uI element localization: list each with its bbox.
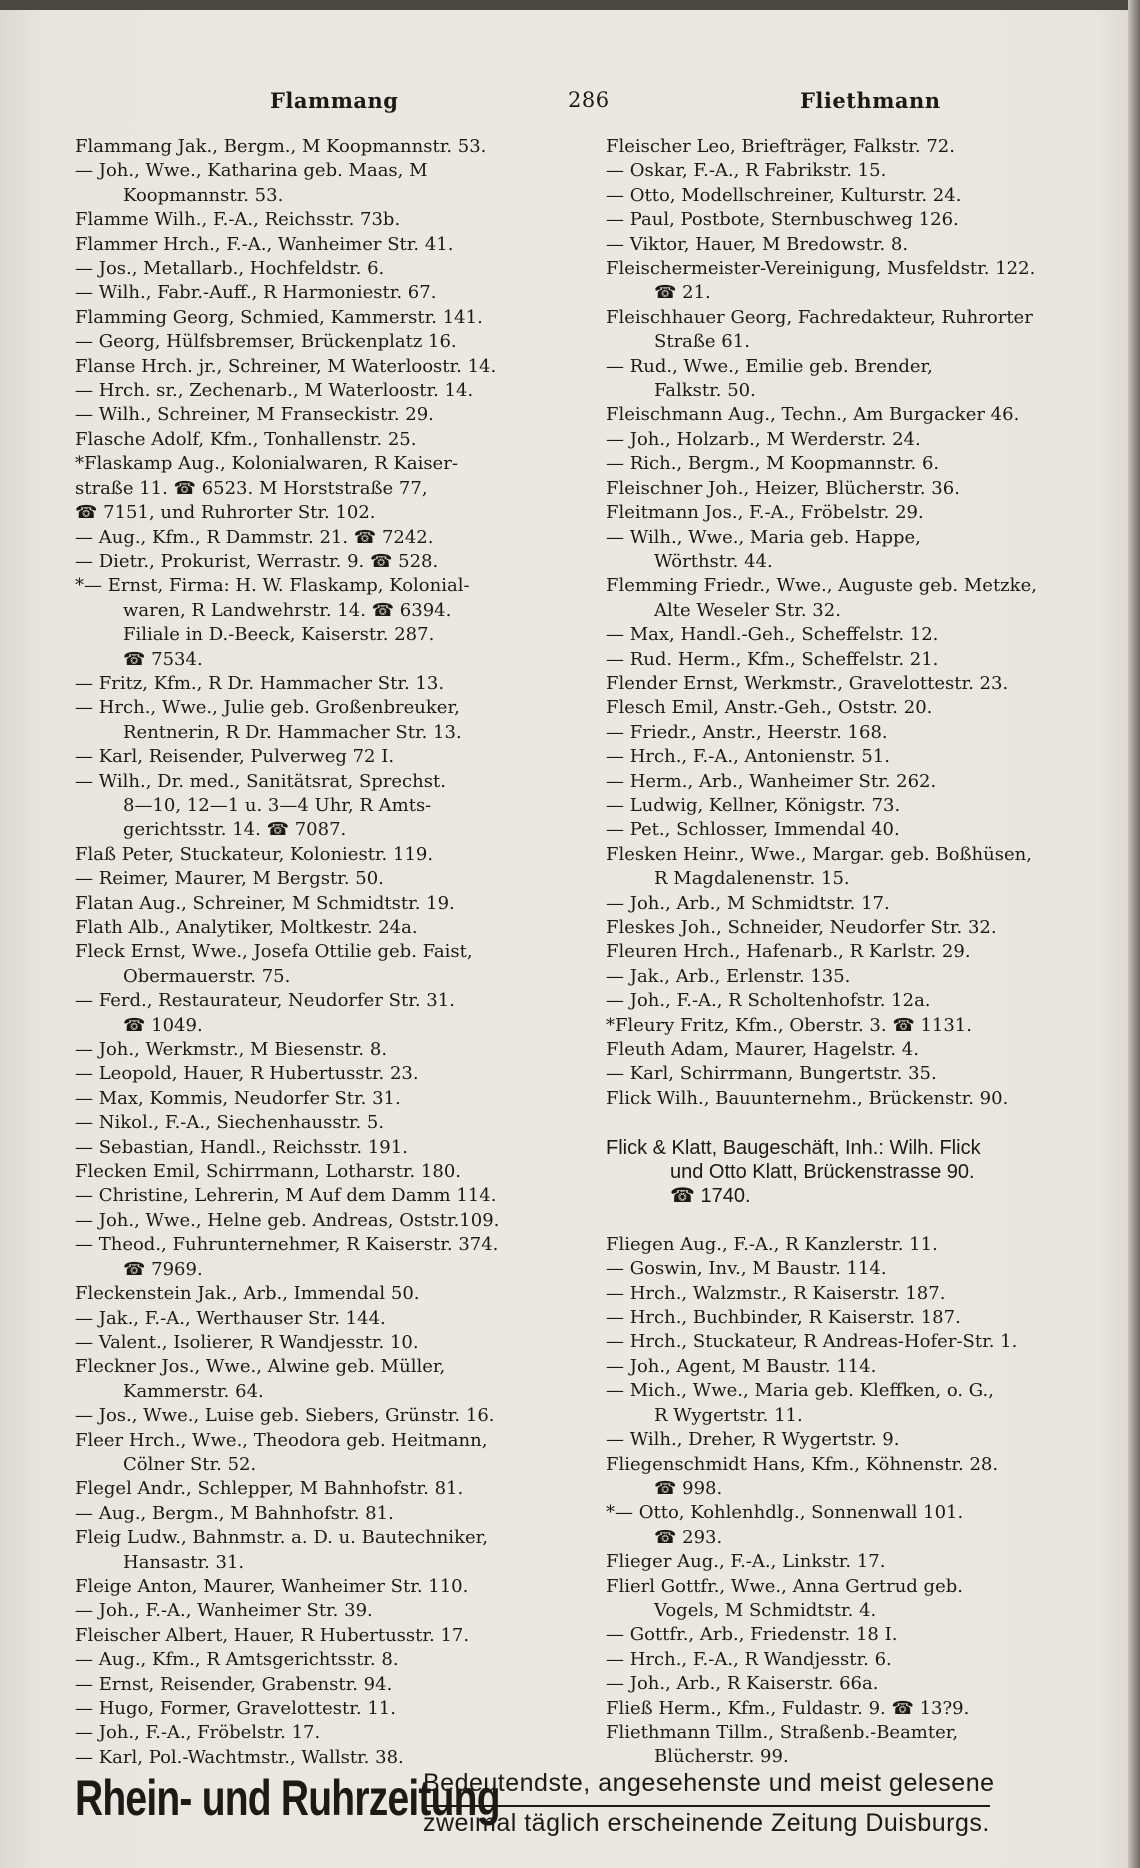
directory-entry-line: Flender Ernst, Werkmstr., Gravelottestr. 23. [606, 672, 1009, 694]
directory-entry-line: Koopmannstr. 53. [123, 184, 284, 206]
directory-entry-line: — Dietr., Prokurist, Werrastr. 9. ☎ 528. [75, 550, 439, 572]
directory-entry-line: — Friedr., Anstr., Heerstr. 168. [606, 721, 888, 743]
directory-entry-line: Flesken Heinr., Wwe., Margar. geb. Boßhüsen, [606, 843, 1032, 865]
directory-entry-line: R Magdalenenstr. 15. [654, 868, 850, 890]
directory-entry-line: — Wilh., Wwe., Maria geb. Happe, [606, 526, 921, 548]
directory-entry-line: — Hrch., Stuckateur, R Andreas-Hofer-Str. 1. [606, 1331, 1018, 1353]
directory-entry-line: Fleischhauer Georg, Fachredakteur, Ruhrorter [606, 306, 1033, 328]
directory-entry-line: Fleitmann Jos., F.-A., Fröbelstr. 29. [606, 502, 924, 524]
directory-entry-line: — Max, Kommis, Neudorfer Str. 31. [75, 1087, 401, 1109]
directory-entry-line: Fleer Hrch., Wwe., Theodora geb. Heitmann, [75, 1429, 488, 1451]
directory-entry-line: Falkstr. 50. [654, 380, 756, 402]
directory-entry-line: Wörthstr. 44. [654, 550, 773, 572]
directory-entry-line: Fleischer Leo, Briefträger, Falkstr. 72. [606, 136, 955, 157]
directory-entry-line: — Paul, Postbote, Sternbuschweg 126. [606, 209, 959, 231]
running-head-left: Flammang [270, 88, 399, 113]
directory-entry-line: gerichtsstr. 14. ☎ 7087. [123, 819, 347, 841]
directory-entry-line: waren, R Landwehrstr. 14. ☎ 6394. [123, 599, 452, 621]
directory-entry-line: — Karl, Pol.-Wachtmstr., Wallstr. 38. [75, 1746, 404, 1768]
directory-entry-line: — Joh., F.-A., Wanheimer Str. 39. [75, 1600, 373, 1622]
directory-entry-line: — Ferd., Restaurateur, Neudorfer Str. 31. [75, 990, 455, 1012]
directory-entry-line: Fleischermeister-Vereinigung, Musfeldstr. 122. [606, 258, 1036, 280]
directory-entry-line: — Aug., Kfm., R Dammstr. 21. ☎ 7242. [75, 526, 434, 548]
directory-entry-line: Flammer Hrch., F.-A., Wanheimer Str. 41. [75, 233, 454, 255]
directory-entry-line: Flegel Andr., Schlepper, M Bahnhofstr. 81. [75, 1478, 464, 1500]
directory-entry-line: — Jak., Arb., Erlenstr. 135. [606, 965, 851, 987]
directory-entry-line: — Hrch., Buchbinder, R Kaiserstr. 187. [606, 1307, 961, 1329]
directory-entry-line: Fliethmann Tillm., Straßenb.-Beamter, [606, 1721, 959, 1743]
directory-entry-line: — Hrch., F.-A., R Wandjesstr. 6. [606, 1648, 892, 1670]
directory-entry-line: *— Otto, Kohlenhdlg., Sonnenwall 101. [606, 1502, 964, 1524]
directory-entry-line: Cölner Str. 52. [123, 1453, 257, 1475]
directory-entry-line: Alte Weseler Str. 32. [654, 599, 841, 621]
advert-line-1: Bedeutendste, angesehenste und meist gelesene [423, 1769, 995, 1797]
directory-entry-line: — Wilh., Dr. med., Sanitätsrat, Sprechst. [75, 770, 446, 792]
directory-entry-line: straße 11. ☎ 6523. M Horststraße 77, [75, 477, 428, 499]
directory-entry-line: — Hugo, Former, Gravelottestr. 11. [75, 1698, 396, 1719]
directory-entry-line: *Flaskamp Aug., Kolonialwaren, R Kaiser- [75, 453, 458, 475]
directory-entry-line: Hansastr. 31. [123, 1551, 245, 1573]
directory-entry-line: — Jos., Metallarb., Hochfeldstr. 6. [75, 258, 385, 280]
directory-entry-line: Flammang Jak., Bergm., M Koopmannstr. 53. [75, 136, 487, 157]
directory-entry-line: — Pet., Schlosser, Immendal 40. [606, 819, 900, 841]
directory-entry-line: — Nikol., F.-A., Siechenhausstr. 5. [75, 1112, 385, 1134]
directory-entry-line [606, 1208, 1116, 1232]
directory-entry-line: Straße 61. [654, 331, 750, 353]
directory-entry-line: Fleige Anton, Maurer, Wanheimer Str. 110. [75, 1575, 469, 1597]
directory-entry-line: — Gottfr., Arb., Friedenstr. 18 I. [606, 1624, 898, 1646]
directory-entry-line: — Jak., F.-A., Werthauser Str. 144. [75, 1307, 386, 1329]
directory-entry-line: — Herm., Arb., Wanheimer Str. 262. [606, 770, 937, 792]
directory-entry-line: Fliegenschmidt Hans, Kfm., Köhnenstr. 28. [606, 1453, 999, 1475]
directory-entry-line: ☎ 1049. [123, 1014, 203, 1036]
directory-entry-line: — Joh., Wwe., Katharina geb. Maas, M [75, 160, 428, 182]
advert-brand: Rhein- und Ruhrzeitung [75, 1770, 500, 1826]
directory-entry-line: Flesch Emil, Anstr.-Geh., Oststr. 20. [606, 697, 933, 719]
right-column [606, 135, 1116, 1768]
directory-entry-line: Vogels, M Schmidtstr. 4. [654, 1599, 877, 1621]
directory-entry-line: ☎ 998. [654, 1477, 723, 1499]
directory-entry-line: und Otto Klatt, Brückenstrasse 90. [670, 1160, 975, 1183]
directory-entry-line: Fließ Herm., Kfm., Fuldastr. 9. ☎ 13?9. [606, 1697, 970, 1719]
directory-entry-line: — Max, Handl.-Geh., Scheffelstr. 12. [606, 624, 939, 646]
directory-entry-line: — Theod., Fuhrunternehmer, R Kaiserstr. 374. [75, 1234, 499, 1256]
directory-entry-line: — Hrch., Wwe., Julie geb. Großenbreuker, [75, 697, 460, 719]
directory-entry-line: — Joh., Werkmstr., M Biesenstr. 8. [75, 1039, 388, 1061]
directory-entry-line: ☎ 1740. [670, 1185, 751, 1208]
directory-entry-line: — Oskar, F.-A., R Fabrikstr. 15. [606, 160, 887, 182]
directory-entry-line: ☎ 7534. [123, 648, 203, 670]
directory-entry-line: — Hrch., F.-A., Antonienstr. 51. [606, 746, 890, 768]
directory-entry-line: — Goswin, Inv., M Baustr. 114. [606, 1258, 887, 1280]
directory-entry-line: — Wilh., Dreher, R Wygertstr. 9. [606, 1429, 900, 1451]
newspaper-advertisement [75, 1763, 1115, 1863]
directory-entry-line: Flanse Hrch. jr., Schreiner, M Waterloostr. 14. [75, 355, 497, 377]
directory-entry-line: — Sebastian, Handl., Reichsstr. 191. [75, 1136, 408, 1158]
directory-entry-line: — Reimer, Maurer, M Bergstr. 50. [75, 868, 384, 890]
directory-entry-line: — Wilh., Schreiner, M Franseckistr. 29. [75, 404, 434, 426]
directory-entry-line: Flecken Emil, Schirrmann, Lotharstr. 180. [75, 1161, 461, 1183]
directory-entry-line: — Aug., Bergm., M Bahnhofstr. 81. [75, 1502, 394, 1524]
directory-entry-line: Flamme Wilh., F.-A., Reichsstr. 73b. [75, 209, 401, 231]
directory-entry-line: — Hrch. sr., Zechenarb., M Waterloostr. 14. [75, 380, 474, 402]
directory-entry-line: Fleckner Jos., Wwe., Alwine geb. Müller, [75, 1356, 446, 1378]
directory-entry-line: Fleskes Joh., Schneider, Neudorfer Str. 32. [606, 917, 997, 938]
directory-entry-line: Fliegen Aug., F.-A., R Kanzlerstr. 11. [606, 1233, 938, 1255]
directory-entry-line: — Mich., Wwe., Maria geb. Kleffken, o. G., [606, 1380, 994, 1402]
directory-entry-line: Fleckenstein Jak., Arb., Immendal 50. [75, 1283, 420, 1305]
directory-entry-line: Flasche Adolf, Kfm., Tonhallenstr. 25. [75, 428, 417, 450]
directory-entry-line: — Karl, Schirrmann, Bungertstr. 35. [606, 1063, 937, 1085]
directory-entry-line: — Fritz, Kfm., R Dr. Hammacher Str. 13. [75, 672, 445, 694]
directory-entry-line: Flatan Aug., Schreiner, M Schmidtstr. 19. [75, 892, 455, 914]
directory-entry-line: Fleischmann Aug., Techn., Am Burgacker 46. [606, 404, 1020, 426]
directory-entry-line: Flick Wilh., Bauunternehm., Brückenstr. 90. [606, 1087, 1009, 1109]
directory-entry-line: — Valent., Isolierer, R Wandjesstr. 10. [75, 1331, 419, 1353]
directory-entry-line: — Christine, Lehrerin, M Auf dem Damm 114. [75, 1185, 497, 1207]
directory-entry-line: — Rich., Bergm., M Koopmannstr. 6. [606, 453, 940, 475]
page-number: 286 [568, 88, 610, 112]
directory-entry-line: — Otto, Modellschreiner, Kulturstr. 24. [606, 184, 962, 206]
directory-entry-line: ☎ 7151, und Ruhrorter Str. 102. [75, 502, 376, 524]
directory-entry-line [606, 1111, 1116, 1135]
directory-entry-line: Fleig Ludw., Bahnmstr. a. D. u. Bautechniker, [75, 1527, 488, 1549]
running-head-right: Fliethmann [800, 88, 941, 113]
directory-entry-line: — Joh., Arb., R Kaiserstr. 66a. [606, 1673, 879, 1695]
directory-entry-line: — Karl, Reisender, Pulverweg 72 I. [75, 746, 395, 768]
directory-entry-line: Rentnerin, R Dr. Hammacher Str. 13. [123, 721, 462, 743]
directory-entry-line: Filiale in D.-Beeck, Kaiserstr. 287. [123, 624, 435, 646]
directory-entry-line: Obermauerstr. 75. [123, 965, 291, 987]
directory-entry-line: R Wygertstr. 11. [654, 1404, 803, 1426]
directory-entry-line: Fleuth Adam, Maurer, Hagelstr. 4. [606, 1039, 919, 1061]
directory-entry-line: — Joh., Arb., M Schmidtstr. 17. [606, 892, 890, 914]
directory-entry-line: ☎ 7969. [123, 1258, 203, 1280]
directory-entry-line: *Fleury Fritz, Kfm., Oberstr. 3. ☎ 1131. [606, 1014, 972, 1036]
directory-entry-line: — Wilh., Fabr.-Auff., R Harmoniestr. 67. [75, 282, 437, 304]
directory-entry-line: Flemming Friedr., Wwe., Auguste geb. Metzke, [606, 575, 1037, 597]
directory-entry-line: — Ludwig, Kellner, Königstr. 73. [606, 794, 901, 816]
page-right-edge-shadow [1128, 0, 1140, 1868]
directory-entry-line: Flierl Gottfr., Wwe., Anna Gertrud geb. [606, 1575, 963, 1597]
directory-entry-line: ☎ 21. [654, 282, 711, 304]
directory-entry-line: ☎ 293. [654, 1526, 723, 1548]
page-top-shadow [0, 0, 1140, 10]
directory-entry-line: — Aug., Kfm., R Amtsgerichtsstr. 8. [75, 1649, 399, 1671]
directory-entry-line: — Rud. Herm., Kfm., Scheffelstr. 21. [606, 648, 939, 670]
directory-entry-line: — Leopold, Hauer, R Hubertusstr. 23. [75, 1063, 419, 1085]
directory-entry-line: — Viktor, Hauer, M Bredowstr. 8. [606, 233, 909, 255]
directory-entry-line: Flath Alb., Analytiker, Moltkestr. 24a. [75, 917, 418, 938]
directory-entry-line: *— Ernst, Firma: H. W. Flaskamp, Kolonial- [75, 575, 470, 597]
directory-entry-line: — Joh., F.-A., R Scholtenhofstr. 12a. [606, 990, 931, 1012]
advert-line-2: zweimal täglich erscheinende Zeitung Duisburgs. [423, 1805, 990, 1838]
directory-entry-line: Fleck Ernst, Wwe., Josefa Ottilie geb. Faist, [75, 941, 473, 963]
directory-entry-line: Fleuren Hrch., Hafenarb., R Karlstr. 29. [606, 941, 971, 963]
directory-entry-line: Flamming Georg, Schmied, Kammerstr. 141. [75, 306, 483, 328]
directory-entry-line: Flaß Peter, Stuckateur, Koloniestr. 119. [75, 843, 434, 865]
directory-entry-line: — Joh., F.-A., Fröbelstr. 17. [75, 1722, 321, 1744]
directory-entry-line: Kammerstr. 64. [123, 1380, 264, 1402]
directory-entry-line: — Hrch., Walzmstr., R Kaiserstr. 187. [606, 1282, 946, 1304]
directory-entry-line: — Joh., Agent, M Baustr. 114. [606, 1355, 877, 1377]
directory-entry-line: 8—10, 12—1 u. 3—4 Uhr, R Amts- [123, 794, 432, 816]
left-column [75, 135, 575, 1768]
directory-entry-line: Fleischner Joh., Heizer, Blücherstr. 36. [606, 477, 960, 499]
directory-entry-line: Flieger Aug., F.-A., Linkstr. 17. [606, 1551, 886, 1573]
directory-entry-line: Flick & Klatt, Baugeschäft, Inh.: Wilh. Flick [606, 1136, 981, 1159]
directory-entry-line: — Ernst, Reisender, Grabenstr. 94. [75, 1673, 393, 1695]
directory-entry-line: — Jos., Wwe., Luise geb. Siebers, Grünstr. 16. [75, 1405, 495, 1427]
directory-entry-line: Fleischer Albert, Hauer, R Hubertusstr. 17. [75, 1624, 470, 1646]
directory-entry-line: — Joh., Holzarb., M Werderstr. 24. [606, 428, 921, 450]
directory-entry-line: — Joh., Wwe., Helne geb. Andreas, Oststr.109. [75, 1209, 500, 1231]
directory-entry-line: — Georg, Hülfsbremser, Brückenplatz 16. [75, 331, 457, 353]
directory-entry-line: Blücherstr. 99. [654, 1746, 789, 1768]
directory-entry-line: — Rud., Wwe., Emilie geb. Brender, [606, 355, 933, 377]
